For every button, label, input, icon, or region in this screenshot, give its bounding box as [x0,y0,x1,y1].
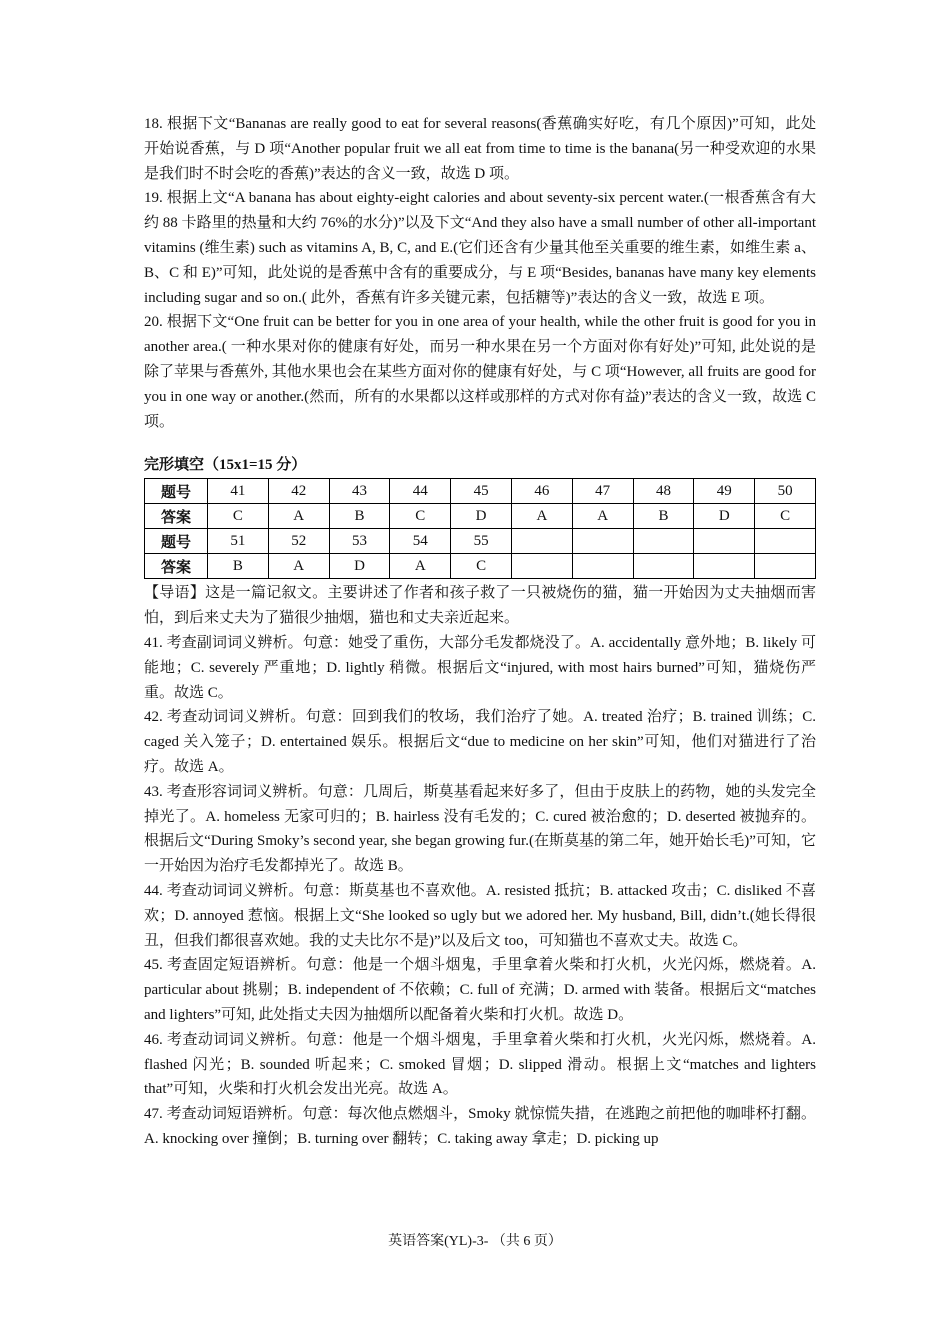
answer-table [144,478,816,579]
answer-paragraph-41: 41. 考查副词词义辨析。句意：她受了重伤，大部分毛发都烧没了。A. accidentally 意外地；B. likely 可能地；C. severely 严重地；D. lightly 稍微。根据后文“injured, with most hairs burned”可知，猫烧伤严重。故选 C。 [144,634,816,701]
table-cell [572,529,633,554]
table-cell: B [208,554,269,579]
table-cell: 55 [451,529,512,554]
table-cell: 47 [572,479,633,504]
intro-paragraph: 【导语】这是一篇记叙文。主要讲述了作者和孩子救了一只被烧伤的猫，猫一开始因为丈夫抽烟而害怕，到后来丈夫为了猫很少抽烟，猫也和丈夫亲近起来。 [144,585,816,627]
table-cell: 49 [694,479,755,504]
table-cell: A [572,504,633,529]
section-title: 完形填空（15x1=15 分） [144,457,307,474]
table-header-cell: 题号 [145,529,208,554]
answer-paragraph-47: 47. 考查动词短语辨析。句意：每次他点燃烟斗，Smoky 就惊慌失措，在逃跑之前把他的咖啡杯打翻。A. knocking over 撞倒；B. turning over 翻转；C. taking away 拿走；D. picking up [144,1106,816,1147]
table-cell: C [208,504,269,529]
table-cell: 44 [390,479,451,504]
answer-paragraph-19: 19. 根据上文“A banana has about eighty-eight calories and about seventy-six percent water.(一根香蕉含有大约 88 卡路里的热量和大约 76%的水分)”以及下文“And they also have a small number of other all-important vitamins (维生素) such as vitamins A, B, C, and E.(它们还含有少量其他至关重要的维生素，如维生素 a、B、C 和 E)”可知，此处说的是香蕉中含有的重要成分，与 E 项“Besides, bananas have many key elements including sugar and so on.( 此外，香蕉有许多关键元素，包括糖等)”表达的含义一致，故选 E 项。 [144,190,816,306]
table-cell [694,529,755,554]
table-cell: B [633,504,694,529]
table-cell: 45 [451,479,512,504]
table-cell: 54 [390,529,451,554]
table-cell [572,554,633,579]
table-cell [755,529,816,554]
answer-paragraph-46: 46. 考查动词词义辨析。句意：他是一个烟斗烟鬼，手里拿着火柴和打火机，火光闪烁，燃烧着。A. flashed 闪光；B. sounded 听起来；C. smoked 冒烟；D. slipped 滑动。根据上文“matches and lighters that”可知，火柴和打火机会发出光亮。故选 A。 [144,1031,816,1098]
answer-paragraph-42: 42. 考查动词词义辨析。句意：回到我们的牧场，我们治疗了她。A. treated 治疗；B. trained 训练；C. caged 关入笼子；D. entertained 娱乐。根据后文“due to medicine on her skin”可知，他们对猫进行了治疗。故选 A。 [144,709,816,775]
table-cell: 42 [268,479,329,504]
page-footer: 英语答案(YL)-3- （共 6 页） [388,1234,562,1249]
table-cell: A [268,554,329,579]
table-cell: A [511,504,572,529]
table-cell: 52 [268,529,329,554]
table-cell: A [390,554,451,579]
table-cell: 53 [329,529,390,554]
table-cell: C [451,554,512,579]
table-cell: 43 [329,479,390,504]
answer-paragraph-44: 44. 考查动词词义辨析。句意：斯莫基也不喜欢他。A. resisted 抵抗；B. attacked 攻击；C. disliked 不喜欢；D. annoyed 惹恼。根据上文“She looked so ugly but we adored her. My husband, Bill, didn’t.(她长得很丑，但我们都很喜欢她。我的丈夫比尔不是)”以及后文 too，可知猫也不喜欢丈夫。故选 C。 [144,882,816,949]
table-header-cell: 答案 [145,504,208,529]
table-cell [755,554,816,579]
table-cell: 48 [633,479,694,504]
table-cell [511,554,572,579]
table-cell: 50 [755,479,816,504]
table-cell: D [329,554,390,579]
table-header-cell: 答案 [145,554,208,579]
table-cell [633,554,694,579]
table-header-cell: 题号 [145,479,208,504]
table-cell [633,529,694,554]
table-row [145,554,816,579]
answer-paragraph-18: 18. 根据下文“Bananas are really good to eat for several reasons(香蕉确实好吃，有几个原因)”可知，此处开始说香蕉，与 D 项“Another popular fruit we all eat from time to time is the banana(另一种受欢迎的水果是我们时不时会吃的香蕉)”表达的含义一致，故选 D 项。 [144,116,816,182]
table-cell: 51 [208,529,269,554]
answer-paragraph-20: 20. 根据下文“One fruit can be better for you in one area of your health, while the other fruit is good for you in another area.( 一种水果对你的健康有好处，而另一种水果在另一个方面对你有好处)”可知, 此处说的是除了苹果与香蕉外, 其他水果也会在某些方面对你的健康有好处，与 C 项“However, all fruits are good for you in one way or another.(然而，所有的水果都以这样或那样的方式对你有益)”表达的含义一致，故选 C 项。 [144,314,816,430]
table-cell: C [755,504,816,529]
table-cell [694,554,755,579]
table-cell: 41 [208,479,269,504]
table-cell: A [268,504,329,529]
page-content [144,112,816,1152]
table-cell: C [390,504,451,529]
table-cell: B [329,504,390,529]
answer-paragraph-43: 43. 考查形容词词义辨析。句意：几周后，斯莫基看起来好多了，但由于皮肤上的药物，她的头发完全掉光了。A. homeless 无家可归的；B. hairless 没有毛发的；C. cured 被治愈的；D. deserted 被抛弃的。根据后文“During Smoky’s second year, she began growing fur.(在斯莫基的第二年，她开始长毛)”可知，它一开始因为治疗毛发都掉光了。故选 B。 [144,783,816,875]
answer-paragraph-45: 45. 考查固定短语辨析。句意：他是一个烟斗烟鬼，手里拿着火柴和打火机，火光闪烁，燃烧着。A. particular about 挑剔；B. independent of 不依赖；C. full of 充满；D. armed with 装备。根据后文“matches and lighters”可知, 此处指丈夫因为抽烟所以配备着火柴和打火机。故选 D。 [144,957,816,1023]
table-cell: D [694,504,755,529]
table-row [145,479,816,504]
table-cell [511,529,572,554]
table-row [145,529,816,554]
table-cell: D [451,504,512,529]
table-row [145,504,816,529]
table-cell: 46 [511,479,572,504]
